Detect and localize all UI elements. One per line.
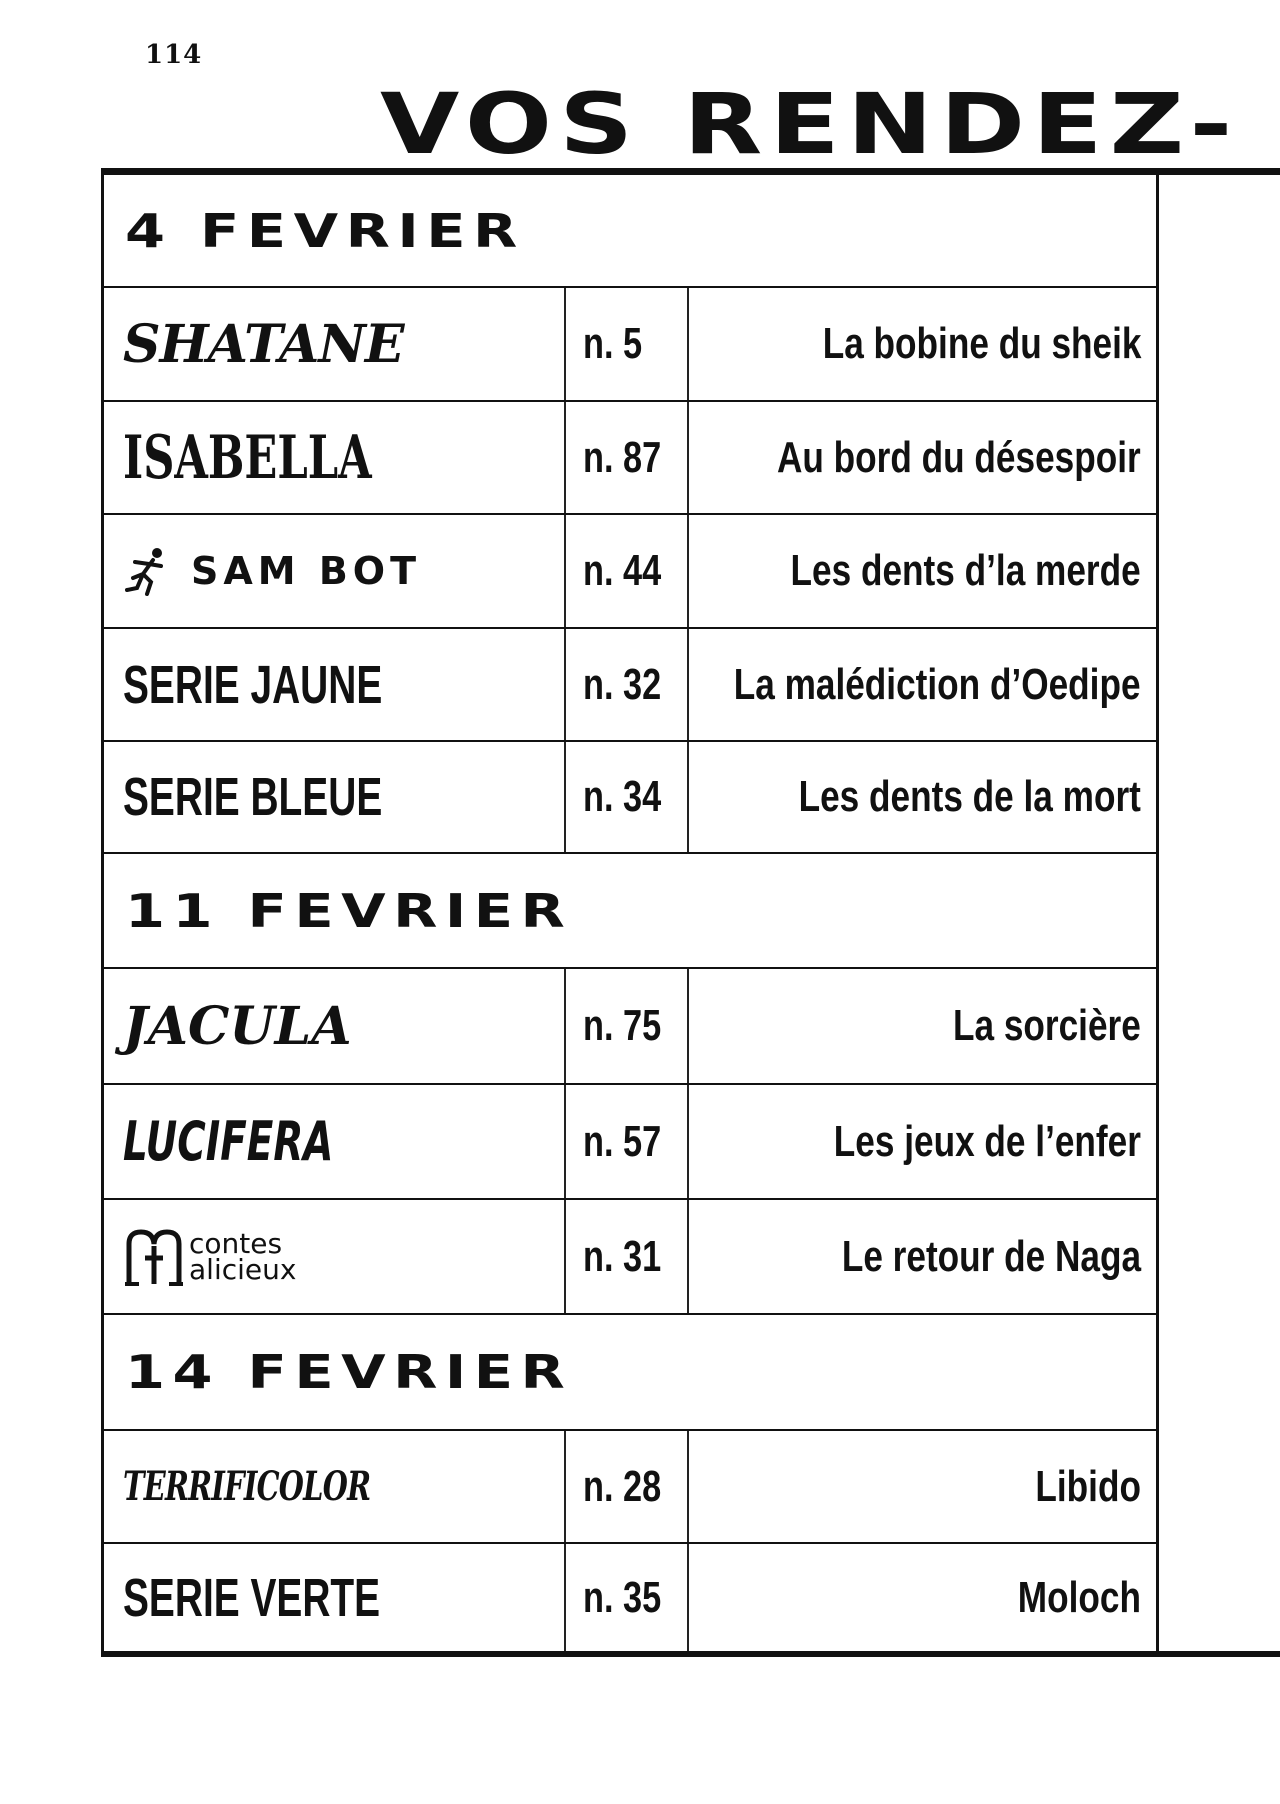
table-row <box>101 1431 1159 1544</box>
table-row <box>101 969 1159 1085</box>
date-header-row <box>101 854 1159 969</box>
column-divider <box>687 1085 689 1198</box>
issue-number: n. 5 <box>583 319 643 368</box>
issue-number: n. 34 <box>583 772 662 821</box>
series-logo-contes-malicieux <box>123 1200 553 1313</box>
column-divider <box>564 629 566 740</box>
running-man-icon <box>123 546 169 596</box>
table-row <box>101 288 1159 402</box>
column-divider <box>687 742 689 852</box>
series-logo-jacula: JACULA <box>123 995 352 1057</box>
date-header-row <box>101 1315 1159 1431</box>
date-header-row <box>101 175 1159 288</box>
series-name: SERIE VERTE <box>123 1567 381 1628</box>
date-label: 14 FEVRIER <box>125 1345 573 1399</box>
issue-number: n. 57 <box>583 1116 662 1166</box>
column-divider <box>564 1200 566 1313</box>
schedule-table <box>101 168 1280 1657</box>
episode-title: La sorcière <box>953 1001 1141 1050</box>
series-logo-lucifera: LUCIFERA <box>123 1110 334 1173</box>
m-cross-monogram-icon <box>123 1226 185 1288</box>
series-name: SERIE BLEUE <box>123 767 383 827</box>
issue-number: n. 44 <box>583 546 662 595</box>
column-divider <box>687 402 689 513</box>
episode-title: Moloch <box>1017 1572 1141 1622</box>
episode-title: Les jeux de l’enfer <box>833 1116 1141 1166</box>
episode-title: Au bord du désespoir <box>777 432 1141 482</box>
series-logo-shatane: SHATANE <box>123 313 404 375</box>
column-divider <box>564 515 566 627</box>
issue-number: n. 75 <box>583 1001 662 1050</box>
column-divider <box>687 515 689 627</box>
page-number: 114 <box>145 40 203 70</box>
table-row <box>101 402 1159 515</box>
table-row <box>101 1085 1159 1200</box>
page-title <box>380 75 1280 173</box>
table-row <box>101 742 1159 854</box>
issue-number: n. 31 <box>583 1231 662 1281</box>
column-divider <box>687 288 689 400</box>
episode-title: La bobine du sheik <box>822 319 1141 368</box>
series-logo-sam-bot: SAM BOT <box>123 515 553 627</box>
series-logo-terrificolor: TERRIFICOLOR <box>123 1463 371 1510</box>
issue-number: n. 87 <box>583 432 662 482</box>
table-row <box>101 515 1159 629</box>
column-divider <box>564 1085 566 1198</box>
page-title-text: VOS RENDEZ- <box>380 75 1240 173</box>
episode-title: La malédiction d’Oedipe <box>734 659 1141 709</box>
column-divider <box>564 969 566 1083</box>
issue-number: n. 28 <box>583 1461 662 1511</box>
column-divider <box>687 1200 689 1313</box>
table-row <box>101 629 1159 742</box>
table-row <box>101 1544 1159 1651</box>
series-name: SERIE JAUNE <box>123 654 383 715</box>
table-row <box>101 1200 1159 1315</box>
column-divider <box>687 1431 689 1542</box>
episode-title: Libido <box>1035 1461 1141 1511</box>
column-divider <box>564 1544 566 1651</box>
column-divider <box>687 969 689 1083</box>
column-divider <box>564 288 566 400</box>
column-divider <box>687 1544 689 1651</box>
series-logo-isabella: ISABELLA <box>123 422 372 493</box>
episode-title: Les dents d’la merde <box>790 546 1141 595</box>
episode-title: Les dents de la mort <box>798 772 1141 821</box>
episode-title: Le retour de Naga <box>841 1231 1141 1281</box>
date-label: 11 FEVRIER <box>125 883 573 938</box>
issue-number: n. 35 <box>583 1572 662 1622</box>
column-divider <box>564 742 566 852</box>
contes-malicieux-wordmark: contes alicieux <box>189 1226 297 1286</box>
column-divider <box>564 402 566 513</box>
date-label: 4 FEVRIER <box>125 203 525 258</box>
issue-number: n. 32 <box>583 659 662 709</box>
column-divider <box>687 629 689 740</box>
column-divider <box>564 1431 566 1542</box>
